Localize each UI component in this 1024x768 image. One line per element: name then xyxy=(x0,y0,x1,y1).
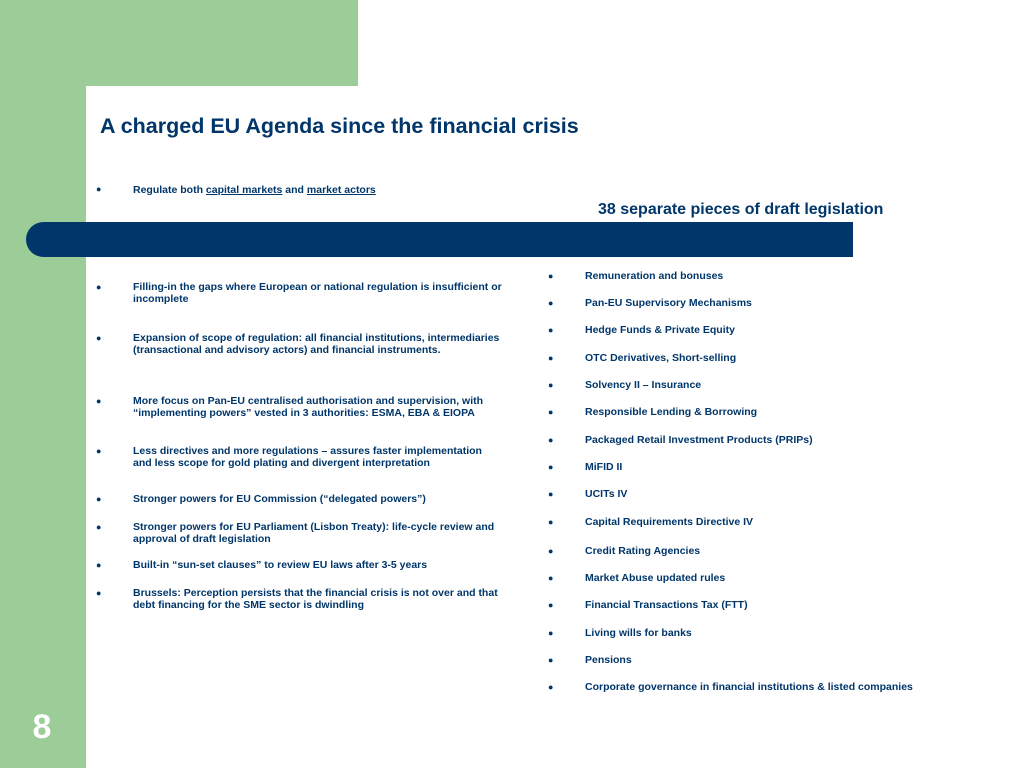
bullet-dot: ● xyxy=(548,546,554,556)
bullet-dot: ● xyxy=(548,628,554,638)
bullet-dot: ● xyxy=(96,588,102,598)
list-item-text: Remuneration and bonuses xyxy=(585,270,724,282)
list-item-text: Pan-EU Supervisory Mechanisms xyxy=(585,297,752,309)
list-item-text: Packaged Retail Investment Products (PRIPs) xyxy=(585,434,813,446)
bullet-dot: ● xyxy=(548,682,554,692)
green-side-band xyxy=(0,0,86,768)
bullet-dot: ● xyxy=(548,325,554,335)
bullet-dot: ● xyxy=(548,600,554,610)
bullet-dot: ● xyxy=(548,655,554,665)
bullet-dot: ● xyxy=(96,494,102,504)
list-item-text: Financial Transactions Tax (FTT) xyxy=(585,599,748,611)
list-item-text: Responsible Lending & Borrowing xyxy=(585,406,758,418)
list-item-text: Built-in “sun-set clauses” to review EU laws after 3-5 years xyxy=(133,559,428,571)
market-actors-link[interactable]: market actors xyxy=(306,184,376,196)
list-item-text: MiFID II xyxy=(585,461,623,473)
list-item-text: More focus on Pan-EU centralised authorisation and supervision, with “implementing powers” vested in 3 authorities: ESMA, EBA & EIOPA xyxy=(133,395,484,419)
list-item-text: OTC Derivatives, Short-selling xyxy=(585,352,737,364)
bullet-dot: ● xyxy=(96,446,102,456)
list-item-text: Less directives and more regulations – assures faster implementation and less scope for gold plating and divergent interpretation xyxy=(133,445,482,469)
top-bullet-text xyxy=(133,184,376,196)
bullet-dot: ● xyxy=(96,184,102,194)
slide-subtitle: 38 separate pieces of draft legislation xyxy=(598,201,884,218)
list-item-text: Corporate governance in financial institutions & listed companies xyxy=(585,681,913,693)
list-item-text: Stronger powers for EU Parliament (Lisbon Treaty): life-cycle review and approval of draft legislation xyxy=(133,521,495,545)
navy-divider-bar xyxy=(26,222,853,257)
bullet-dot: ● xyxy=(548,407,554,417)
bullet-dot: ● xyxy=(548,517,554,527)
list-item-text: Brussels: Perception persists that the financial crisis is not over and that debt financing for the SME sector is dwindling xyxy=(133,587,498,611)
top-bullet-prefix: Regulate both xyxy=(133,184,206,196)
bullet-dot: ● xyxy=(96,333,102,343)
list-item-text: Filling-in the gaps where European or national regulation is insufficient or incomplete xyxy=(133,281,502,305)
bullet-dot: ● xyxy=(548,380,554,390)
bullet-dot: ● xyxy=(96,282,102,292)
bullet-dot: ● xyxy=(96,396,102,406)
list-item-text: UCITs IV xyxy=(585,488,628,500)
list-item-text: Pensions xyxy=(585,654,632,666)
list-item-text: Capital Requirements Directive IV xyxy=(585,516,754,528)
top-bullet-middle: and xyxy=(282,184,307,196)
bullet-dot: ● xyxy=(548,489,554,499)
slide-title: A charged EU Agenda since the financial crisis xyxy=(100,114,579,138)
slide-number: 8 xyxy=(32,708,52,746)
list-item-text: Market Abuse updated rules xyxy=(585,572,726,584)
bullet-dot: ● xyxy=(548,271,554,281)
list-item-text: Living wills for banks xyxy=(585,627,692,639)
list-item-text: Expansion of scope of regulation: all financial institutions, intermediaries (transactional and advisory actors) and financial instruments. xyxy=(133,332,500,356)
bullet-dot: ● xyxy=(96,522,102,532)
list-item-text: Solvency II – Insurance xyxy=(585,379,702,391)
bullet-dot: ● xyxy=(96,560,102,570)
list-item-text: Stronger powers for EU Commission (“delegated powers”) xyxy=(133,493,426,505)
bullet-dot: ● xyxy=(548,573,554,583)
bullet-dot: ● xyxy=(548,435,554,445)
capital-markets-link[interactable]: capital markets xyxy=(205,184,283,196)
list-item-text: Credit Rating Agencies xyxy=(585,545,701,557)
bullet-dot: ● xyxy=(548,353,554,363)
bullet-dot: ● xyxy=(548,298,554,308)
list-item-text: Hedge Funds & Private Equity xyxy=(585,324,735,336)
bullet-dot: ● xyxy=(548,462,554,472)
